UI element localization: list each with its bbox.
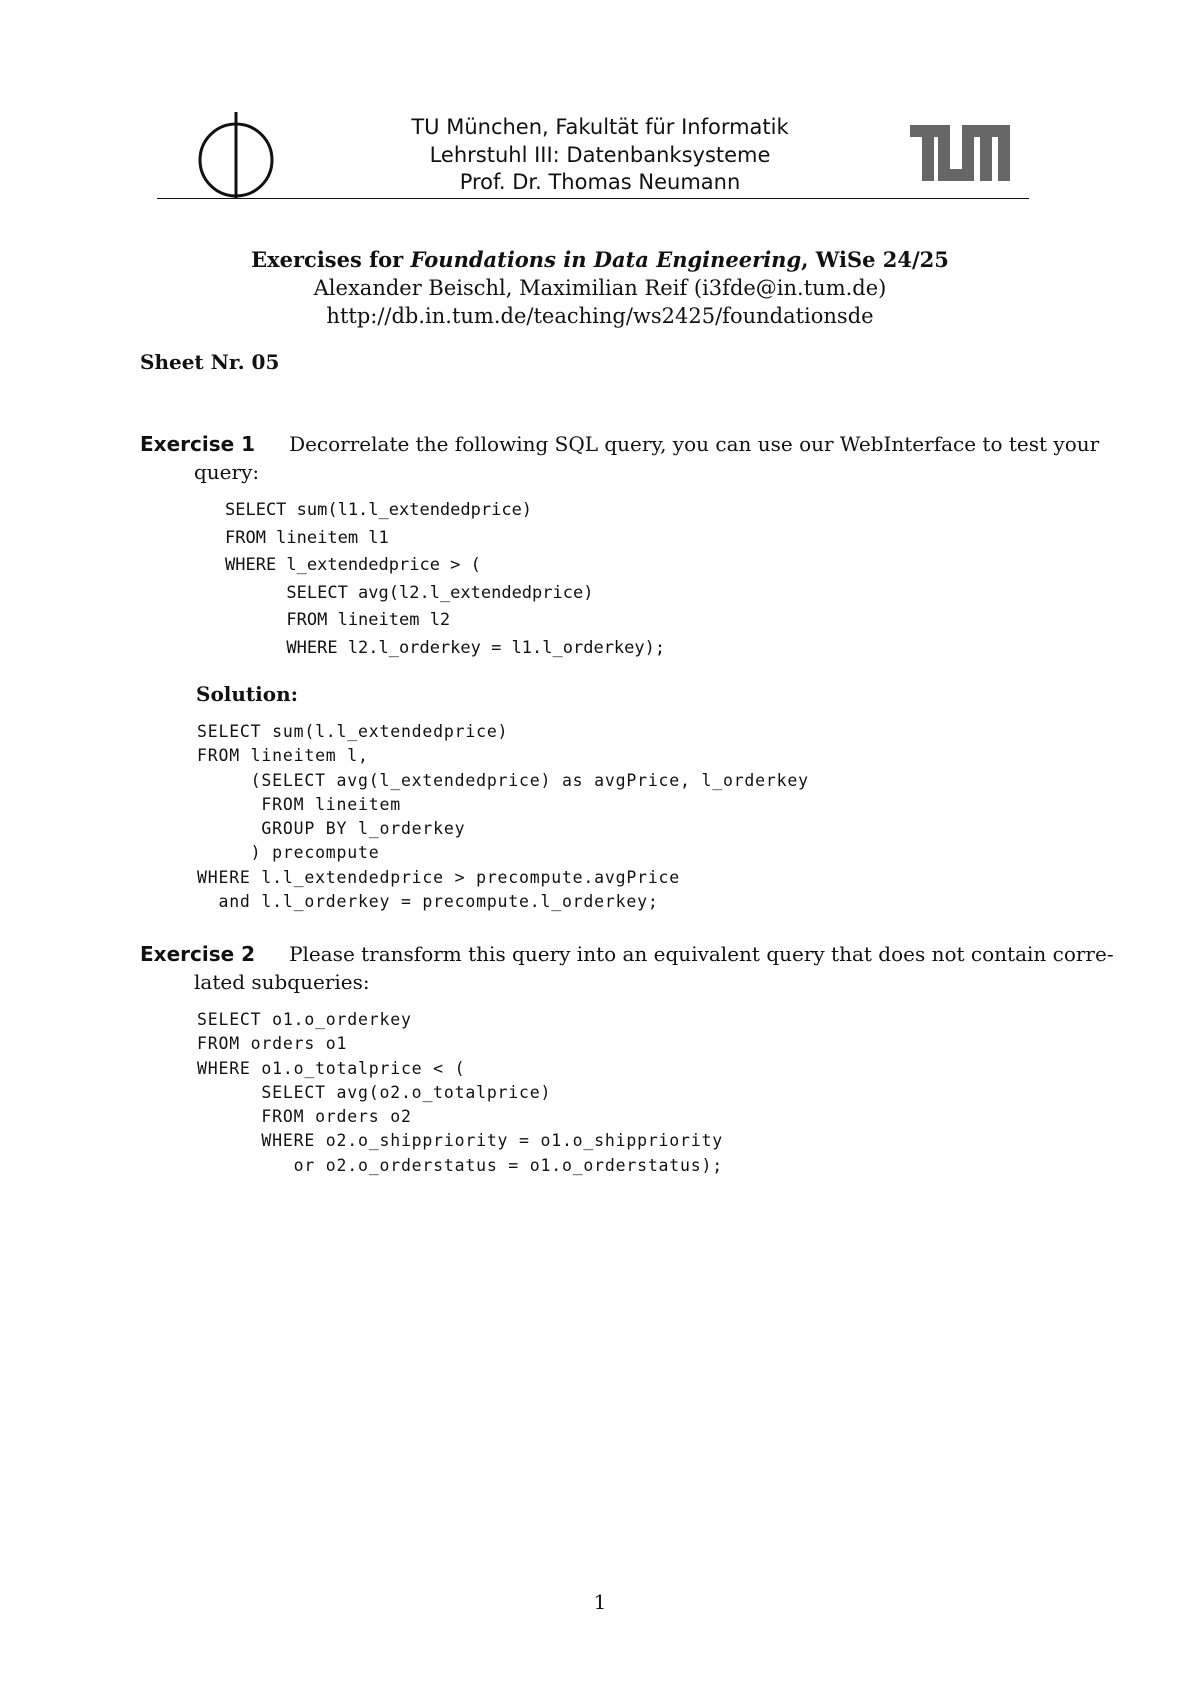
exercise-1-solution-code: SELECT sum(l.l_extendedprice) FROM lineitem l, (SELECT avg(l_extendedprice) as avgPrice, l_orderkey FROM lineitem GROUP BY l_orderkey ) precompute WHERE l.l_extendedprice > precompute.avgPrice and l.l_orderkey = precompute.l_orderkey; — [197, 722, 809, 912]
institution-line-2: Lehrstuhl III: Datenbanksysteme — [429, 143, 771, 167]
institution-line-1: TU München, Fakultät für Informatik — [411, 115, 789, 139]
solution-label: Solution: — [196, 682, 299, 706]
exercise-2-label: Exercise 2 — [140, 942, 256, 966]
title-prefix: Exercises for — [251, 247, 411, 272]
institution-line-3: Prof. Dr. Thomas Neumann — [459, 170, 741, 194]
page-number: 1 — [593, 1590, 607, 1614]
exercise-2-text: Please transform this query into an equivalent query that does not contain corre- — [289, 942, 1114, 966]
exercise-2-text-continued: lated subqueries: — [194, 970, 370, 994]
title-suffix: , WiSe 24/25 — [801, 247, 949, 272]
exercise-1-text: Decorrelate the following SQL query, you can use our WebInterface to test your — [289, 432, 1100, 456]
course-url: http://db.in.tum.de/teaching/ws2425/foundationsde — [326, 304, 874, 328]
document-title — [0, 246, 1200, 274]
exercise-1-statement — [140, 430, 1100, 486]
tum-logo — [910, 125, 1010, 181]
exercise-1-label: Exercise 1 — [140, 432, 256, 456]
exercise-1-query: SELECT sum(l1.l_extendedprice) FROM lineitem l1 WHERE l_extendedprice > ( SELECT avg(l2.l_extendedprice) FROM lineitem l2 WHERE l2.l_orderkey = l1.l_orderkey); — [225, 500, 666, 658]
exercise-1-text-continued: query: — [194, 460, 260, 484]
exercise-2-statement — [140, 940, 1114, 996]
authors: Alexander Beischl, Maximilian Reif (i3fde@in.tum.de) — [313, 276, 887, 300]
header-rule — [157, 198, 1029, 199]
exercise-2-query: SELECT o1.o_orderkey FROM orders o1 WHERE o1.o_totalprice < ( SELECT avg(o2.o_totalprice) FROM orders o2 WHERE o2.o_shippriority = o1.o_shippriority or o2.o_orderstatus = o1.o_orderstatus); — [197, 1010, 723, 1175]
sheet-number: Sheet Nr. 05 — [140, 350, 280, 374]
course-name: Foundations in Data Engineering — [410, 247, 802, 272]
